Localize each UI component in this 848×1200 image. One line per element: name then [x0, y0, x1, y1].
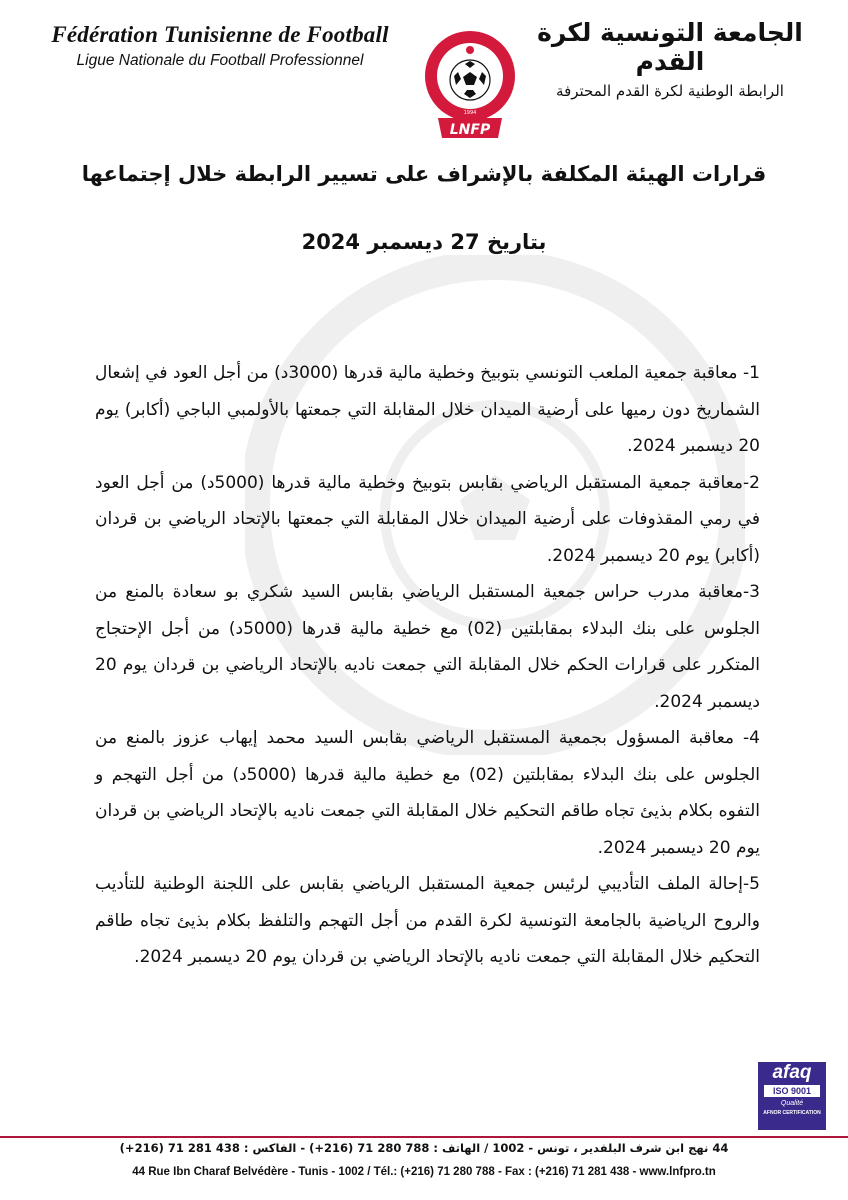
decision-item: 5-إحالة الملف التأديبي لرئيس جمعية المستقبل الرياضي بقابس على اللجنة الوطنية للتأديب والروح الرياضية بالجامعة التونسية لكرة القدم من أجل التهجم والتلفظ بكلام بذيئ تجاه طاقم التحكيم خلال المقابلة التي جمعت ناديه بالإتحاد الرياضي بن قردان يوم 20 ديسمبر 2024. [95, 874, 760, 967]
decision-item: 2-معاقبة جمعية المستقبل الرياضي بقابس بتوبيخ وخطية مالية قدرها (5000د) من أجل العود في رمي المقذوفات على أرضية الميدان خلال المقابلة التي جمعتها بالإتحاد الرياضي بن قردان (أكابر) يوم 20 ديسمبر 2024. [95, 472, 760, 566]
lnfp-logo [420, 30, 520, 142]
logo-label: LNFP [449, 122, 491, 138]
league-name-fr: Ligue Nationale du Football Professionnel [76, 52, 364, 69]
afaq-cert: AFNOR CERTIFICATION [763, 1110, 821, 1116]
league-name-ar: الرابطة الوطنية لكرة القدم المحترفة [556, 82, 784, 100]
logo-year: 1994 [463, 110, 477, 116]
footer-address-fr: 44 Rue Ibn Charaf Belvédère - Tunis - 1002 / Tél.: (+216) 71 280 788 - Fax : (+216) 71 281 438 - www.lnfpro.tn [132, 1166, 716, 1178]
decision-item: 1- معاقبة جمعية الملعب التونسي بتوبيخ وخطية مالية قدرها (3000د) من أجل العود في إشعال الشماريخ دون رميها على أرضية الميدان خلال المقابلة التي جمعتها بالأولمبي الباجي (أكابر) يوم 20 ديسمبر 2024. [95, 363, 760, 456]
decision-item: 3-معاقبة مدرب حراس جمعية المستقبل الرياضي بقابس السيد شكري بو سعادة بالمنع من الجلوس على بنك البدلاء بمقابلتين (02) مع خطية مالية قدرها (5000د) من أجل الإحتجاج المتكرر على قرارات الحكم خلال المقابلة التي جمعت ناديه بالإتحاد الرياضي بن قردان يوم 20 ديسمبر 2024. [95, 582, 760, 712]
header-right [520, 18, 820, 100]
decision-item: 4- معاقبة المسؤول بجمعية المستقبل الرياضي بقابس السيد محمد إيهاب عزوز بالمنع من الجلوس على بنك البدلاء بمقابلتين (02) مع خطية مالية قدرها (5000د) من أجل التهجم و التفوه بكلام بذيئ تجاه طاقم التحكيم خلال المقابلة التي جمعت ناديه بالإتحاد الرياضي بن قردان يوم 20 ديسمبر 2024. [95, 728, 760, 858]
afaq-certification-badge [758, 1062, 826, 1130]
footer-address-ar: 44 نهج ابن شرف البلفدير ، تونس - 1002 / الهاتف : 788 280 71 (216+) - الفاكس : 438 281 71 (216+) [119, 1141, 729, 1155]
federation-name-fr: Fédération Tunisienne de Football [51, 22, 389, 47]
federation-name-ar: الجامعة التونسية لكرة القدم [537, 18, 803, 76]
afaq-iso: ISO 9001 [764, 1085, 820, 1097]
footer-divider [0, 1136, 848, 1138]
document-date: بتاريخ 27 ديسمبر 2024 [301, 230, 547, 254]
decisions-list [95, 355, 760, 976]
afaq-name: afaq [772, 1062, 812, 1083]
afaq-quality: Qualité [780, 1100, 804, 1107]
document-title: قرارات الهيئة المكلفة بالإشراف على تسيير الرابطة خلال إجتماعها [81, 162, 767, 186]
header-left [40, 22, 400, 70]
